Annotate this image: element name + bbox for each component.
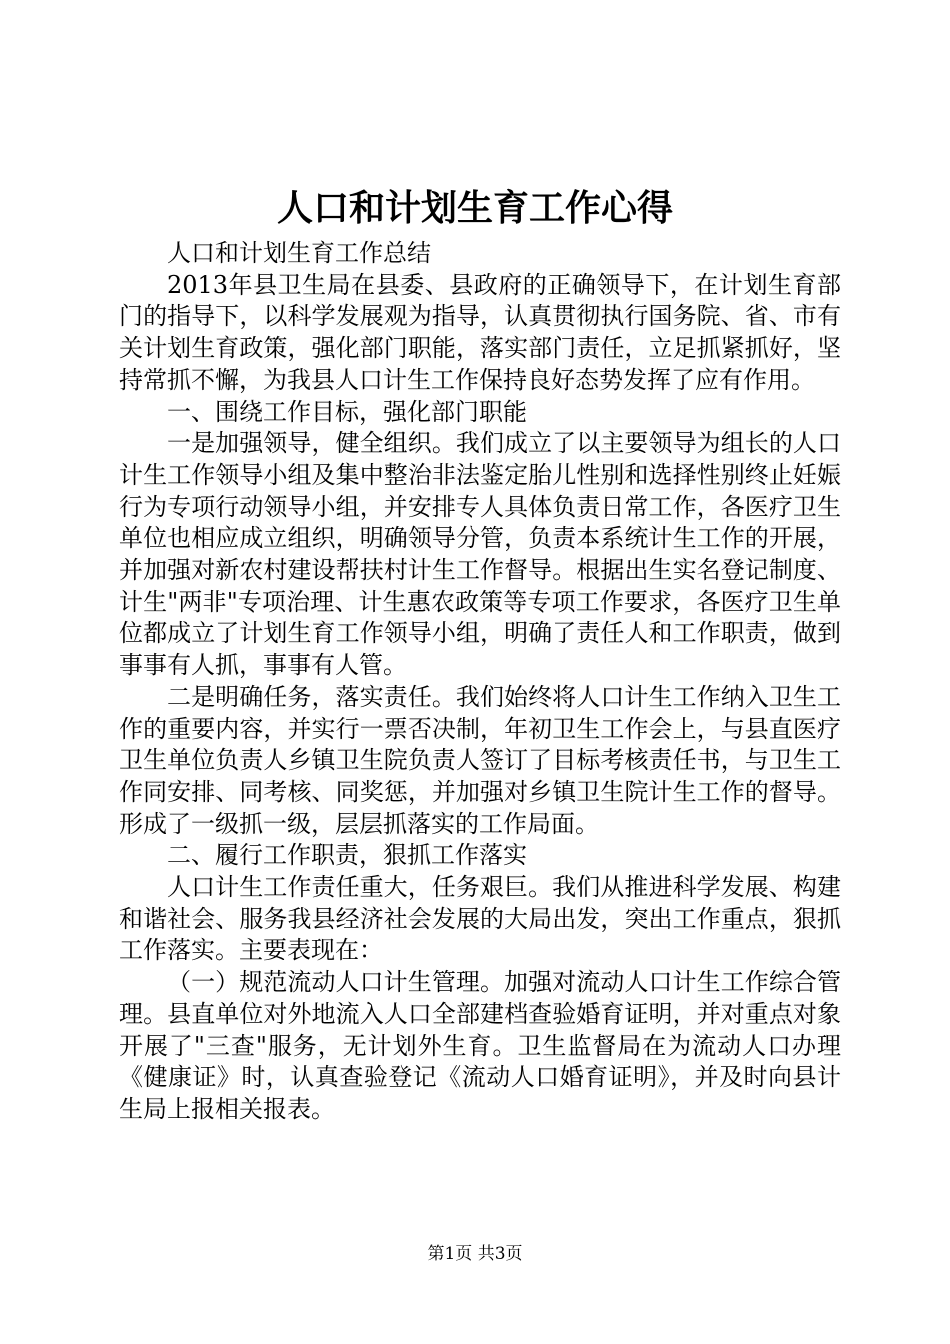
section-heading-1: 一、围绕工作目标，强化部门职能: [167, 397, 527, 426]
document-body: [119, 238, 841, 1126]
paragraph-responsibility: 二是明确任务，落实责任。我们始终将人口计生工作纳入卫生工作的重要内容，并实行一票否决制，年初卫生工作会上，与县直医疗卫生单位负责人乡镇卫生院负责人签订了目标考核责任书，与卫生工作同安排、同考核、同奖惩，并加强对乡镇卫生院计生工作的督导。形成了一级抓一级，层层抓落实的工作局面。: [119, 682, 841, 838]
paragraph-intro: 2013年县卫生局在县委、县政府的正确领导下，在计划生育部门的指导下，以科学发展观为指导，认真贯彻执行国务院、省、市有关计划生育政策，强化部门职能，落实部门责任，立足抓紧抓好，坚持常抓不懈，为我县人口计生工作保持良好态势发挥了应有作用。: [119, 270, 841, 394]
page-footer: 第1页 共3页: [427, 1244, 523, 1264]
paragraph-duties: 人口计生工作责任重大，任务艰巨。我们从推进科学发展、构建和谐社会、服务我县经济社会发展的大局出发，突出工作重点，狠抓工作落实。主要表现在：: [119, 873, 841, 965]
paragraph-floating-population: （一）规范流动人口计生管理。加强对流动人口计生工作综合管理。县直单位对外地流入人口全部建档查验婚育证明，并对重点对象开展了"三查"服务，无计划外生育。卫生监督局在为流动人口办理《健康证》时，认真查验登记《流动人口婚育证明》，并及时向县计生局上报相关报表。: [119, 968, 841, 1123]
document-title: 人口和计划生育工作心得: [276, 187, 673, 229]
section-heading-2: 二、履行工作职责，狠抓工作落实: [167, 841, 527, 870]
paragraph-leadership: 一是加强领导，健全组织。我们成立了以主要领导为组长的人口计生工作领导小组及集中整治非法鉴定胎儿性别和选择性别终止妊娠行为专项行动领导小组，并安排专人具体负责日常工作，各医疗卫生单位也相应成立组织，明确领导分管，负责本系统计生工作的开展，并加强对新农村建设帮扶村计生工作督导。根据出生实名登记制度、计生"两非"专项治理、计生惠农政策等专项工作要求，各医疗卫生单位都成立了计划生育工作领导小组，明确了责任人和工作职责，做到事事有人抓，事事有人管。: [119, 429, 841, 680]
paragraph-summary-title: 人口和计划生育工作总结: [167, 239, 431, 267]
